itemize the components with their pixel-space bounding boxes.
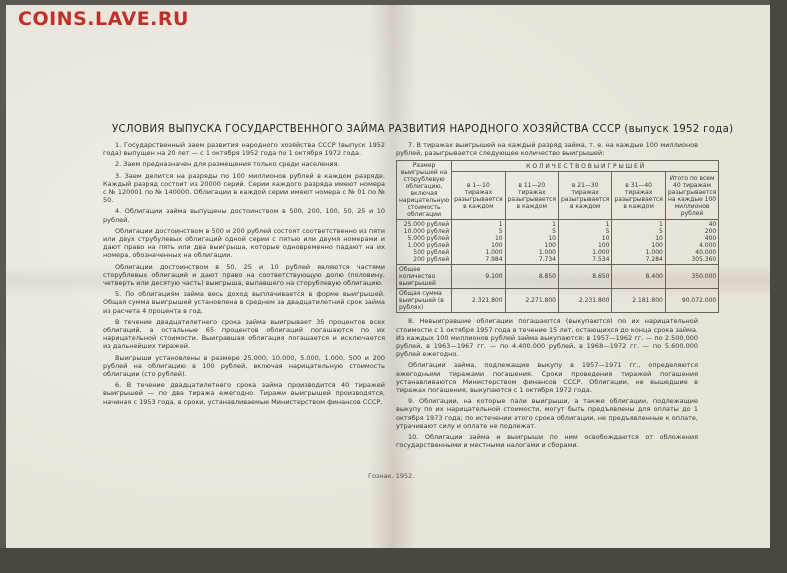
scan-border-bottom: [0, 548, 787, 573]
table-header-group: К О Л И Ч Е С Т В О В Ы И Г Р Ы Ш Е Й: [452, 161, 719, 172]
cell-value: 400: [704, 235, 717, 243]
table-header: в 11—20 тиражах разыгрывается в каждом: [505, 172, 558, 220]
table-row-total-sum: [397, 289, 719, 313]
clause: Выигрыши установлены в размере 25.000, 10.000, 5.000, 1.000, 500 и 200 рублей на облигацию в 100 рублей, включая нарицательную стоимость облигации (сто рублей).: [103, 353, 385, 379]
clause: 5. По облигациям займа весь доход выплачивается в форме выигрышей. Общая сумма выигрышей установлена в среднем за двадцатилетний срок займа из расчета 4 процента в год.: [103, 290, 385, 315]
scan-border-left: [0, 0, 6, 573]
clause: Облигации достоинством в 50, 25 и 10 рублей являются частями сторублевых облигаций и дают право на соответствующую долю (половину, четверть или десятую часть) выигрыша, выпавшего на сторублевую облигацию.: [103, 262, 385, 288]
cell-value: 100: [597, 242, 610, 250]
table-header: в 21—30 тиражах разыгрывается в каждом: [559, 172, 612, 220]
cell-value: 1: [498, 221, 503, 229]
page-title: УСЛОВИЯ ВЫПУСКА ГОСУДАРСТВЕННОГО ЗАЙМА РАЗВИТИЯ НАРОДНОГО ХОЗЯЙСТВА СССР (выпуск 1952 года): [112, 124, 734, 135]
table-header: Итого по всем 40 тиражам разыгрывается на каждые 100 миллионов рублей: [665, 172, 718, 220]
table-cell: 8.850: [505, 265, 558, 289]
table-row: [397, 220, 719, 265]
clause: 2. Заем предназначен для размещения только среди населения.: [115, 160, 340, 169]
cell-value: 100: [544, 242, 556, 250]
cell-value: 5: [552, 228, 556, 236]
table-cell: [452, 220, 505, 265]
cell-value: 5: [605, 228, 610, 236]
cell-value: 5: [659, 228, 663, 236]
amount-value: 500 рублей: [413, 249, 450, 257]
table-cell: [612, 220, 665, 265]
clause: 6. В течение двадцатилетнего срока займа производится 40 тиражей выигрышей — по два тиража ежегодно. Тиражи выигрышей производятся, начиная с 1953 года, в сроки, устанавливаемые Министерством финансов СССР.: [103, 381, 385, 406]
clause: 8. Невыигравшие облигации погашаются (выкупаются) по их нарицательной стоимости с 1 октября 1957 года в течение 15 лет, остающихся до конца срока займа. Из каждых 100 миллионов рублей займа выкупаются: в 1957—1962 гг. — по 2.500.000 рублей, в 1963—1967 гг. — по 4.400.000 рублей, в 1968—1972 гг. — по 5.600.000 рублей ежегодно.: [396, 317, 698, 359]
clause: 10. Облигации займа и выигрыши по ним освобождаются от обложения государственными и местными налогами и сборами.: [396, 433, 698, 450]
cell-value: 100: [491, 242, 503, 250]
table-cell: [665, 220, 718, 265]
cell-value: 4.000: [699, 242, 717, 250]
cell-value: 10: [494, 235, 503, 243]
amount-value: 10.000 рублей: [403, 228, 450, 236]
cell-value: 7.734: [538, 256, 556, 264]
cell-value: 1.000: [645, 249, 663, 257]
table-cell: 2.231.800: [559, 289, 612, 313]
cell-value: 100: [651, 242, 663, 250]
cell-value: 7.284: [645, 256, 663, 264]
cell-value: 1: [605, 221, 610, 229]
cell-value: 1.000: [485, 249, 503, 257]
clause: 1. Государственный заем развития народного хозяйства СССР (выпуск 1952 года) выпущен на 20 лет — с 1 октября 1952 года по 1 октября 1972 года.: [103, 141, 385, 158]
cell-value: 5: [498, 228, 503, 236]
table-header-amount: Размер выигрышей на сторублевую облигацию, включая нарицательную стоимость облигации: [397, 161, 452, 220]
amount-value: 25.000 рублей: [403, 221, 450, 229]
table-cell: 90.072.000: [665, 289, 718, 313]
left-column: [103, 141, 385, 409]
scan-border-right: [770, 0, 787, 573]
right-column: [396, 141, 717, 452]
table-cell: [559, 220, 612, 265]
table-cell: 2.321.800: [452, 289, 505, 313]
table-row-total-count: [397, 265, 719, 289]
amount-value: 5.000 рублей: [407, 235, 450, 243]
cell-value: 40.000: [695, 249, 717, 257]
clause: 4. Облигации займа выпущены достоинством в 500, 200, 100, 50, 25 и 10 рублей.: [103, 207, 385, 224]
amount-value: 1.000 рублей: [407, 242, 450, 250]
table-cell: 8.650: [559, 265, 612, 289]
clause: 7. В тиражах выигрышей на каждый разряд займа, т. е. на каждые 100 миллионов рублей, разыгрывается следующее количество выигрышей:: [396, 141, 698, 158]
cell-value: 10: [548, 235, 556, 243]
watermark: COINS.LAVE.RU: [18, 8, 189, 30]
cell-value: 305.360: [691, 256, 717, 264]
table-cell: 2.271.800: [505, 289, 558, 313]
cell-value: 1: [659, 221, 663, 229]
winnings-table: [396, 160, 719, 313]
cell-value: 200: [704, 228, 717, 236]
cell-value: 7.534: [592, 256, 610, 264]
table-header: в 31—40 тиражах разыгрывается в каждом: [612, 172, 665, 220]
table-cell: 9.100: [452, 265, 505, 289]
cell-value: 40: [708, 221, 717, 229]
clause: 3. Заем делится на разряды по 100 миллионов рублей в каждом разряде. Каждый разряд состоит из 20000 серий. Серии каждого разряда имеют номера с № 120001 по № 140000. Облигации в каждой серии имеют номера с № 01 по № 50.: [103, 171, 385, 205]
table-row-label: Общая сумма выигрышей (в рублях): [397, 289, 452, 313]
clause: Облигации достоинством в 500 и 200 рублей состоят соответственно из пяти или двух струбулевых облигаций одной серии с пятью или двумя номерами и дают право на пять или два выигрыша, которые одновременно падают на их номера, обозначенных на облигации.: [103, 226, 385, 260]
cell-value: 7.984: [485, 256, 503, 264]
scan-border-top: [0, 0, 787, 5]
table-cell: 8.400: [612, 265, 665, 289]
clause: В течение двадцатилетнего срока займа выигрывает 35 процентов всех облигаций, а остальные 65 процентов облигаций погашаются по их нарицательной стоимости. Выигравшая облигация погашается и исключается из дальнейших тиражей.: [103, 317, 385, 351]
cell-value: 10: [655, 235, 663, 243]
cell-value: 10: [601, 235, 610, 243]
table-cell: 2.181.800: [612, 289, 665, 313]
table-cell: 350.000: [665, 265, 718, 289]
cell-value: 1.000: [538, 249, 556, 257]
table-cell: [505, 220, 558, 265]
table-row-label: Общее количество выигрышей: [397, 265, 452, 289]
cell-value: 1: [552, 221, 556, 229]
table-cell-amounts: [397, 220, 452, 265]
clause: Облигации займа, подлежащие выкупу в 1957—1971 гг., определяются ежегодными тиражами погашения. Сроки проведения тиражей погашения устанавливаются Министерством финансов СССР. Облигации, не вышедшие в тиражах погашения, выкупаются с 1 октября 1972 года.: [396, 361, 698, 395]
clause: 9. Облигации, на которые пали выигрыши, а также облигации, подлежащие выкупу по их нарицательной стоимости, могут быть предъявлены для оплаты до 1 октября 1973 года; по истечении этого срока облигации, не предъявленные к оплате, утрачивают силу и оплате не подлежат.: [396, 397, 698, 430]
table-header: в 1—10 тиражах разыгрывается в каждом: [452, 172, 505, 220]
amount-value: 200 рублей: [413, 256, 450, 264]
printer-mark: Гознак. 1952.: [368, 472, 415, 480]
cell-value: 1.000: [592, 249, 610, 257]
